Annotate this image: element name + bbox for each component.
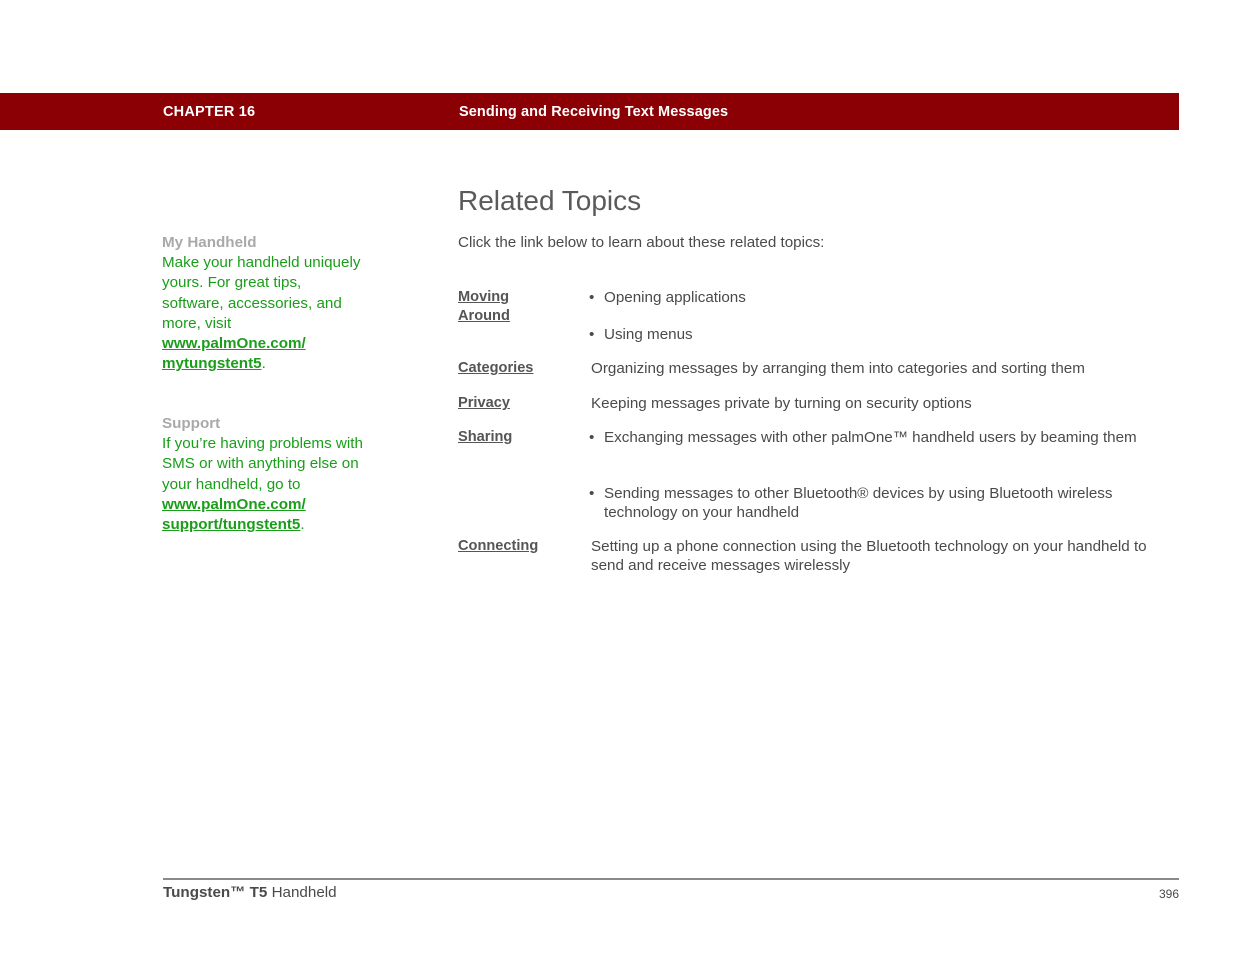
categories-description: Organizing messages by arranging them into categories and sorting them — [591, 360, 1085, 377]
list-item — [591, 325, 1156, 344]
list-item — [591, 428, 1156, 447]
privacy-description: Keeping messages private by turning on security options — [591, 395, 972, 412]
sidebar-heading: My Handheld — [162, 234, 257, 251]
sidebar-period: . — [300, 516, 305, 534]
footer-product — [163, 884, 337, 901]
chapter-number: CHAPTER 16 — [163, 104, 256, 120]
support-link-line2[interactable]: support/tungstent5 — [162, 516, 301, 534]
sidebar-period: . — [261, 355, 266, 373]
moving-around-link[interactable]: Moving Around — [458, 289, 510, 324]
privacy-link[interactable]: Privacy — [458, 395, 510, 411]
footer-divider — [163, 878, 1179, 880]
bullet-text: Using menus — [604, 326, 693, 343]
bullet-icon: • — [589, 429, 595, 446]
mytungstent5-link-line2[interactable]: mytungstent5 — [162, 355, 262, 373]
categories-link[interactable]: Categories — [458, 360, 534, 376]
intro-text: Click the link below to learn about these related topics: — [458, 234, 825, 251]
bullet-icon: • — [589, 326, 595, 343]
sidebar-text: Make your handheld uniquely yours. For great tips, software, accessories, and more, visit — [162, 254, 361, 332]
bullet-icon: • — [589, 289, 595, 306]
page-number: 396 — [1158, 887, 1179, 901]
bullet-text: Exchanging messages with other palmOne™ handheld users by beaming them — [604, 429, 1137, 446]
sidebar-support — [162, 414, 387, 535]
sharing-link[interactable]: Sharing — [458, 429, 513, 445]
connecting-description: Setting up a phone connection using the Bluetooth technology on your handheld to send and receive messages wirelessly — [591, 538, 1147, 574]
bullet-text: Opening applications — [604, 289, 746, 306]
bullet-icon: • — [589, 485, 595, 502]
sidebar-text: If you’re having problems with SMS or with anything else on your handheld, go to — [162, 435, 363, 493]
chapter-title: Sending and Receiving Text Messages — [459, 104, 729, 120]
list-item — [591, 288, 1156, 307]
sidebar-my-handheld — [162, 233, 387, 374]
footer-product-suffix: Handheld — [267, 884, 337, 901]
mytungstent5-link-line1[interactable]: www.palmOne.com/ — [162, 335, 306, 353]
sidebar-heading: Support — [162, 415, 221, 432]
page-title: Related Topics — [458, 185, 642, 216]
bullet-text: Sending messages to other Bluetooth® devices by using Bluetooth wireless technology on your handheld — [604, 485, 1113, 521]
connecting-link[interactable]: Connecting — [458, 538, 539, 554]
footer-product-name: Tungsten™ T5 — [163, 884, 268, 901]
list-item — [591, 484, 1156, 522]
support-link-line1[interactable]: www.palmOne.com/ — [162, 495, 306, 513]
